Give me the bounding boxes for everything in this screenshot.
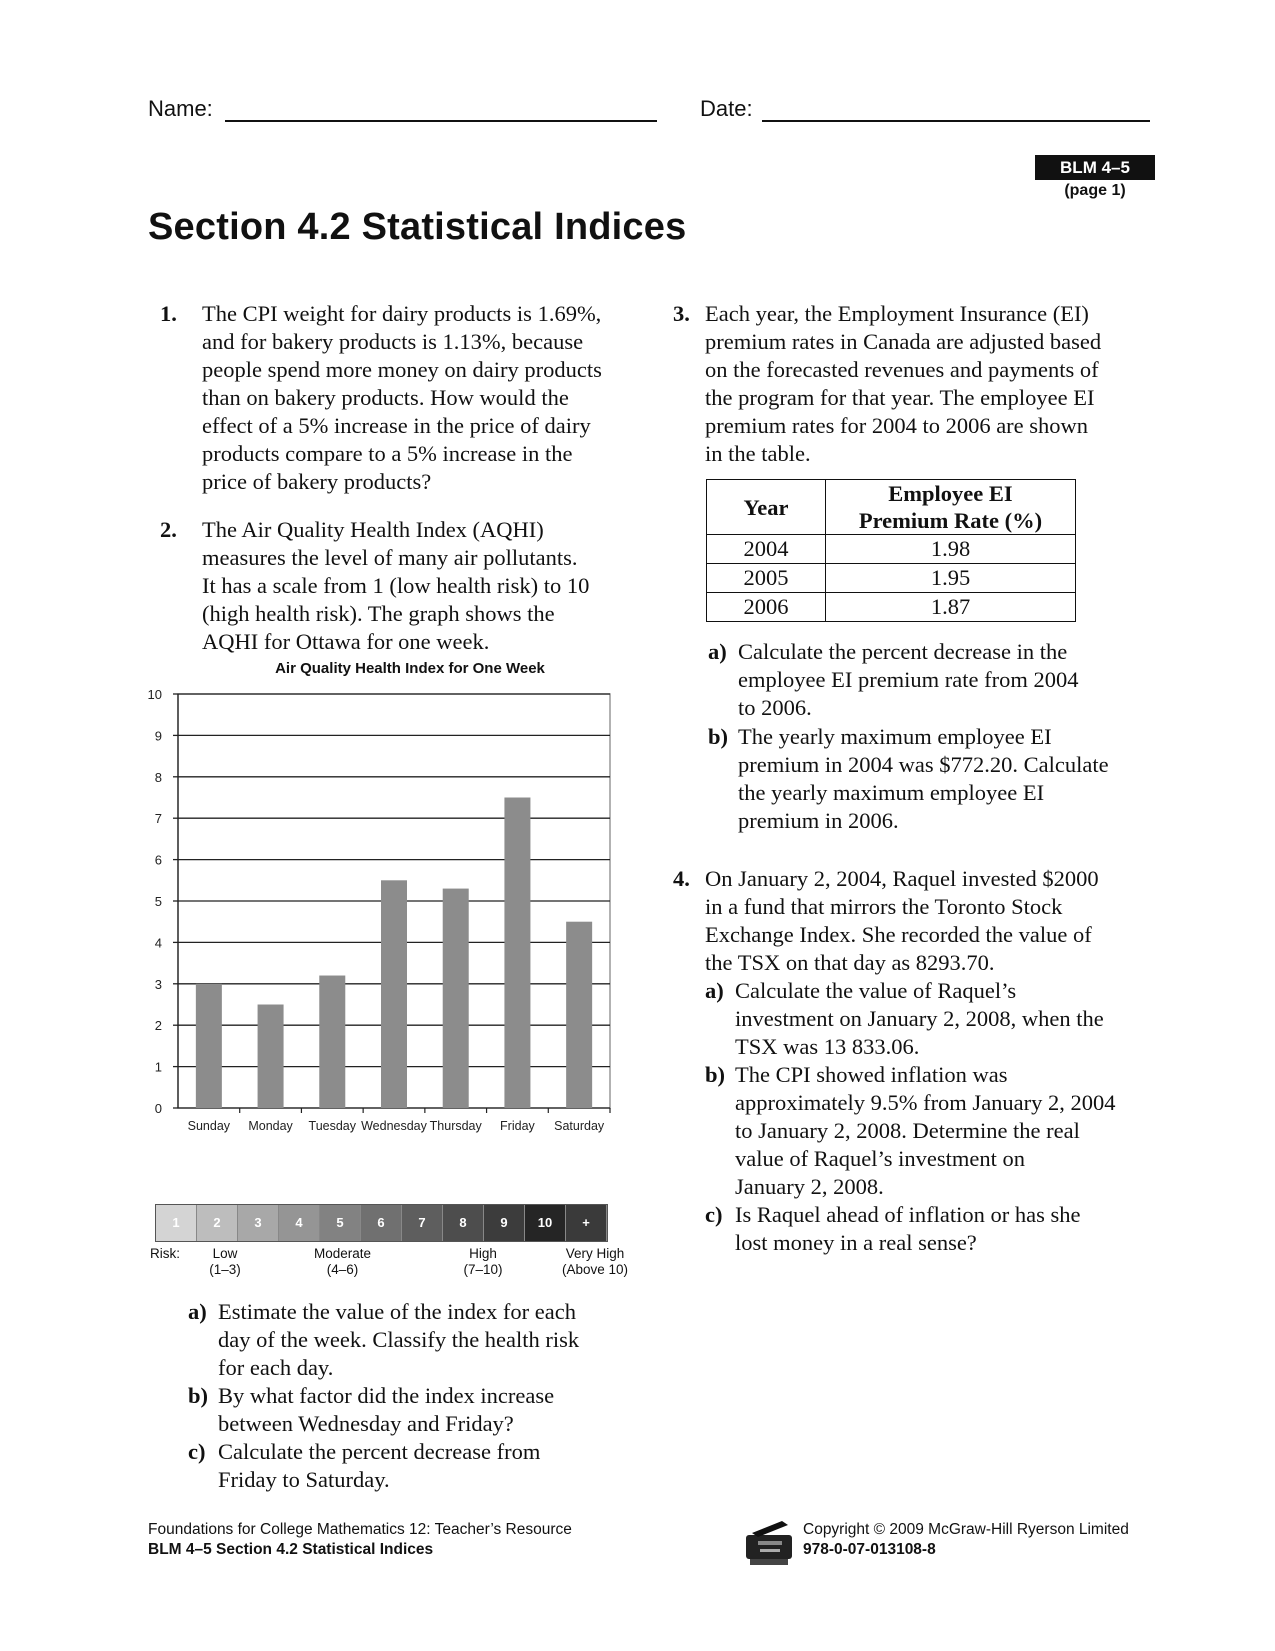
part-letter: a) [705,978,724,1003]
x-tick-label: Saturday [554,1119,605,1133]
table-cell-rate: 1.87 [826,593,1076,622]
risk-group-moderate [300,1246,385,1278]
text-line: AQHI for Ottawa for one week. [202,629,490,654]
text-line: measures the level of many air pollutants. [202,545,578,570]
risk-scale-cell: 10 [525,1205,566,1241]
text-line: people spend more money on dairy products [202,357,602,382]
risk-scale-cell: 4 [279,1205,320,1241]
risk-scale-bar [155,1204,608,1242]
question-4-part-c [705,1201,1175,1257]
date-label: Date: [700,96,753,121]
text-line: By what factor did the index increase [218,1383,555,1408]
table-cell-year: 2006 [707,593,826,622]
question-number: 3. [673,301,690,326]
page-title: Section 4.2 Statistical Indices [148,206,687,248]
text-line: to January 2, 2008. Determine the real [735,1118,1080,1143]
table-row [707,535,1076,564]
question-2-part-b [188,1382,628,1438]
x-tick-label: Thursday [429,1119,482,1133]
y-tick-label: 10 [147,687,162,702]
y-tick-label: 1 [154,1059,162,1075]
question-4-part-b [705,1061,1175,1201]
risk-scale-cell: 6 [361,1205,402,1241]
name-label: Name: [148,96,213,121]
text-line: January 2, 2008. [735,1174,884,1199]
risk-group-name: Moderate [313,1246,372,1261]
text-line: approximately 9.5% from January 2, 2004 [735,1090,1116,1115]
ei-premium-table [706,479,1076,622]
text-line: The CPI weight for dairy products is 1.69%, [202,301,602,326]
text-line: premium rates for 2004 to 2006 are shown [705,413,1089,438]
question-text [705,865,1099,977]
table-cell-year: 2004 [707,535,826,564]
text-line: value of Raquel’s investment on [735,1146,1025,1171]
date-field[interactable] [762,120,1150,122]
part-letter: a) [188,1299,207,1324]
risk-group-very-high [550,1246,640,1278]
y-tick-label: 5 [154,894,162,909]
x-tick-label: Monday [248,1119,293,1133]
text-line: day of the week. Classify the health risk [218,1327,580,1352]
table-cell-rate: 1.95 [826,564,1076,593]
question-2-part-c [188,1438,628,1494]
blm-badge: BLM 4–5 [1035,155,1155,180]
header-line: Employee EI [888,481,1013,506]
y-tick-label: 4 [154,935,162,951]
y-tick-label: 6 [154,852,162,868]
text-line: in a fund that mirrors the Toronto Stock [705,894,1063,919]
y-tick-label: 9 [154,728,162,744]
x-tick-label: Friday [500,1119,535,1133]
part-letter: b) [705,1062,726,1087]
risk-group-range: (1–3) [209,1262,241,1277]
header-line: Premium Rate (%) [858,508,1043,533]
risk-scale-cell: 5 [320,1205,361,1241]
text-line: premium rates in Canada are adjusted based [705,329,1102,354]
question-2 [160,516,650,661]
table-header-rate [826,480,1076,535]
footer-isbn: 978-0-07-013108-8 [803,1541,936,1558]
x-tick-label: Tuesday [308,1119,357,1133]
text-line: investment on January 2, 2008, when the [735,1006,1104,1031]
table-cell-rate: 1.98 [826,535,1076,564]
risk-group-low [190,1246,260,1278]
text-line: (high health risk). The graph shows the [202,601,555,626]
question-number: 1. [160,301,177,326]
text-line: Calculate the percent decrease from [218,1439,541,1464]
risk-scale-cell: 9 [484,1205,525,1241]
bar-wednesday [381,880,407,1108]
x-tick-label: Sunday [187,1119,231,1133]
risk-scale-cell: 3 [238,1205,279,1241]
footer-blm-title: BLM 4–5 Section 4.2 Statistical Indices [148,1541,434,1558]
text-line: the TSX on that day as 8293.70. [705,950,995,975]
text-line: Exchange Index. She recorded the value of [705,922,1092,947]
risk-group-range: (7–10) [463,1262,503,1277]
text-line: The CPI showed inflation was [735,1062,1008,1087]
text-line: products compare to a 5% increase in the [202,441,573,466]
risk-scale-cell: 8 [443,1205,484,1241]
question-1 [160,300,650,500]
text-line: effect of a 5% increase in the price of dairy [202,413,591,438]
risk-group-range: (Above 10) [561,1262,629,1277]
text-line: price of bakery products? [202,469,432,494]
bar-monday [258,1005,284,1109]
question-text [202,516,589,656]
risk-scale-cell: 2 [197,1205,238,1241]
bar-tuesday [319,976,345,1108]
text-line: It has a scale from 1 (low health risk) to 10 [202,573,590,598]
text-line: employee EI premium rate from 2004 [738,667,1079,692]
question-number: 2. [160,517,177,542]
y-tick-label: 0 [154,1101,162,1116]
table-header-row [707,480,1076,535]
bar-thursday [443,889,469,1108]
text-line: TSX was 13 833.06. [735,1034,920,1059]
question-number: 4. [673,866,690,891]
y-tick-label: 3 [154,976,162,992]
risk-group-name: Low [212,1246,238,1261]
risk-group-range: (4–6) [326,1262,359,1277]
text-line: to 2006. [738,695,812,720]
chart-title: Air Quality Health Index for One Week [275,660,545,677]
text-line: the yearly maximum employee EI [738,780,1045,805]
risk-scale-cell: 1 [156,1205,197,1241]
text-line: on the forecasted revenues and payments of [705,357,1099,382]
bar-friday [504,798,530,1109]
text-line: lost money in a real sense? [735,1230,977,1255]
footer-book-title: Foundations for College Mathematics 12: Teacher’s Resource [148,1521,572,1538]
question-4-part-a [705,977,1175,1061]
text-line: in the table. [705,441,811,466]
question-4 [673,865,1173,980]
footer-left [148,1520,572,1560]
table-cell-year: 2005 [707,564,826,593]
table-row [707,593,1076,622]
question-text [705,300,1101,468]
question-3-part-b [708,723,1168,835]
risk-scale-cell: + [566,1205,607,1241]
table-header-year: Year [707,480,826,535]
part-letter: c) [188,1439,206,1464]
part-letter: a) [708,639,727,664]
photocopier-icon [742,1515,802,1567]
question-2-part-a [188,1298,628,1382]
y-tick-label: 8 [154,769,162,785]
text-line: for each day. [218,1355,334,1380]
text-line: The yearly maximum employee EI [738,724,1052,749]
text-line: Each year, the Employment Insurance (EI) [705,301,1089,326]
text-line: On January 2, 2004, Raquel invested $2000 [705,866,1099,891]
y-tick-label: 2 [154,1018,162,1034]
risk-group-name: Very High [565,1246,625,1261]
part-letter: c) [705,1202,723,1227]
question-3 [673,300,1173,470]
text-line: and for bakery products is 1.13%, because [202,329,584,354]
part-letter: b) [188,1383,209,1408]
text-line: Is Raquel ahead of inflation or has she [735,1202,1081,1227]
table-row [707,564,1076,593]
text-line: Calculate the value of Raquel’s [735,978,1017,1003]
text-line: Estimate the value of the index for each [218,1299,576,1324]
text-line: the program for that year. The employee EI [705,385,1095,410]
part-letter: b) [708,724,729,749]
blm-page-number: (page 1) [1064,182,1126,199]
text-line: premium in 2006. [738,808,899,833]
aqhi-bar-chart [140,680,650,1180]
name-field[interactable] [225,120,657,122]
text-line: than on bakery products. How would the [202,385,569,410]
question-text [202,300,602,496]
text-line: Friday to Saturday. [218,1467,390,1492]
footer-right [803,1520,1129,1560]
text-line: premium in 2004 was $772.20. Calculate [738,752,1109,777]
risk-group-name: High [469,1246,497,1261]
y-tick-label: 7 [154,811,162,827]
text-line: The Air Quality Health Index (AQHI) [202,517,544,542]
bar-saturday [566,922,592,1108]
risk-label: Risk: [150,1246,180,1261]
risk-scale-cell: 7 [402,1205,443,1241]
text-line: between Wednesday and Friday? [218,1411,514,1436]
x-tick-label: Wednesday [361,1119,427,1133]
text-line: Calculate the percent decrease in the [738,639,1068,664]
risk-group-high [448,1246,518,1278]
bar-sunday [196,984,222,1108]
footer-copyright: Copyright © 2009 McGraw-Hill Ryerson Limited [803,1521,1129,1538]
question-3-part-a [708,638,1168,722]
